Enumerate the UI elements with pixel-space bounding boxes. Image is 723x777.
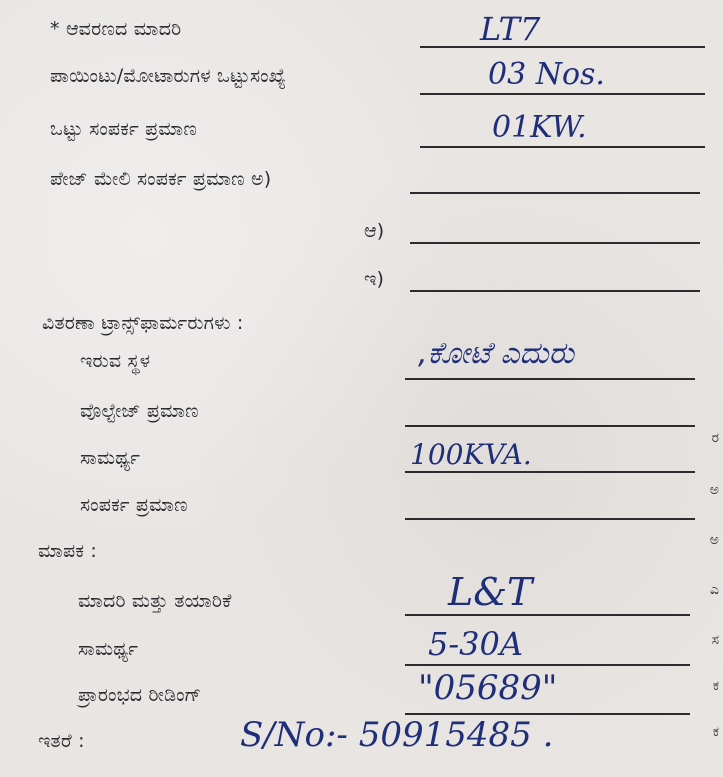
phase-a-line bbox=[410, 192, 700, 194]
transformer-load-line bbox=[405, 518, 695, 520]
edge-char-6: ಕ bbox=[712, 678, 719, 694]
edge-char-1: ರ bbox=[711, 430, 719, 446]
meter-capacity-label: ಸಾಮರ್ಥ್ಯ bbox=[78, 638, 139, 660]
model-label: * ಆವರಣದ ಮಾದರಿ bbox=[50, 18, 182, 40]
connected-load-line bbox=[420, 146, 705, 148]
meter-capacity-line bbox=[405, 664, 690, 666]
others-value: S/No:- 50915485 . bbox=[240, 715, 554, 755]
capacity-label: ಸಾಮರ್ಥ್ಯ bbox=[80, 447, 141, 469]
others-label: ಇತರೆ : bbox=[38, 730, 85, 752]
location-line bbox=[405, 378, 695, 380]
connected-load-label: ಒಟ್ಟು ಸಂಪರ್ಕ ಪ್ರಮಾಣ bbox=[50, 118, 198, 140]
transformers-heading: ವಿತರಣಾ ಟ್ರಾನ್ಸ್‌ಫಾರ್ಮರುಗಳು : bbox=[42, 312, 244, 334]
phase-b-line bbox=[410, 242, 700, 244]
edge-char-5: ಸ bbox=[711, 632, 719, 648]
location-label: ಇರುವ ಸ್ಥಳ bbox=[80, 350, 151, 372]
location-value: ,ಕೋಟೆ ಎದುರು bbox=[418, 336, 574, 371]
meter-heading: ಮಾಪಕ : bbox=[38, 540, 97, 562]
initial-reading-value: "05689" bbox=[418, 668, 558, 708]
capacity-line bbox=[405, 471, 695, 473]
make-value: L&T bbox=[448, 570, 533, 614]
capacity-value: 100KVA. bbox=[410, 438, 532, 471]
points-count-line bbox=[420, 93, 705, 95]
meter-capacity-value: 5-30A bbox=[428, 625, 523, 663]
phase-b-label: ಆ) bbox=[364, 220, 385, 242]
edge-char-2: ಅ bbox=[709, 482, 719, 498]
edge-char-4: ಎ bbox=[710, 582, 719, 598]
connected-load-value: 01KW. bbox=[492, 110, 587, 145]
make-label: ಮಾದರಿ ಮತ್ತು ತಯಾರಿಕೆ bbox=[78, 590, 232, 612]
points-count-value: 03 Nos. bbox=[488, 57, 605, 92]
phase-c-line bbox=[410, 290, 700, 292]
phase-load-label: ಪೇಜ್ ಮೇಲಿ ಸಂಪರ್ಕ ಪ್ರಮಾಣ ಅ) bbox=[50, 168, 272, 190]
make-line bbox=[405, 614, 690, 616]
initial-reading-label: ಪ್ರಾರಂಭದ ರೀಡಿಂಗ್ bbox=[78, 684, 202, 706]
model-line bbox=[420, 46, 705, 48]
voltage-label: ವೊಲ್ಟೇಜ್ ಪ್ರಮಾಣ bbox=[80, 400, 199, 422]
model-value: LT7 bbox=[480, 10, 541, 48]
points-count-label: ಪಾಯಿಂಟು/ಮೋಟಾರುಗಳ ಒಟ್ಟುಸಂಖ್ಯೆ bbox=[50, 65, 287, 87]
edge-char-7: ಕ bbox=[712, 724, 719, 740]
transformer-load-label: ಸಂಪರ್ಕ ಪ್ರಮಾಣ bbox=[80, 494, 188, 516]
edge-char-3: ಅ bbox=[709, 532, 719, 548]
phase-c-label: ಇ) bbox=[364, 268, 385, 290]
voltage-line bbox=[405, 425, 695, 427]
